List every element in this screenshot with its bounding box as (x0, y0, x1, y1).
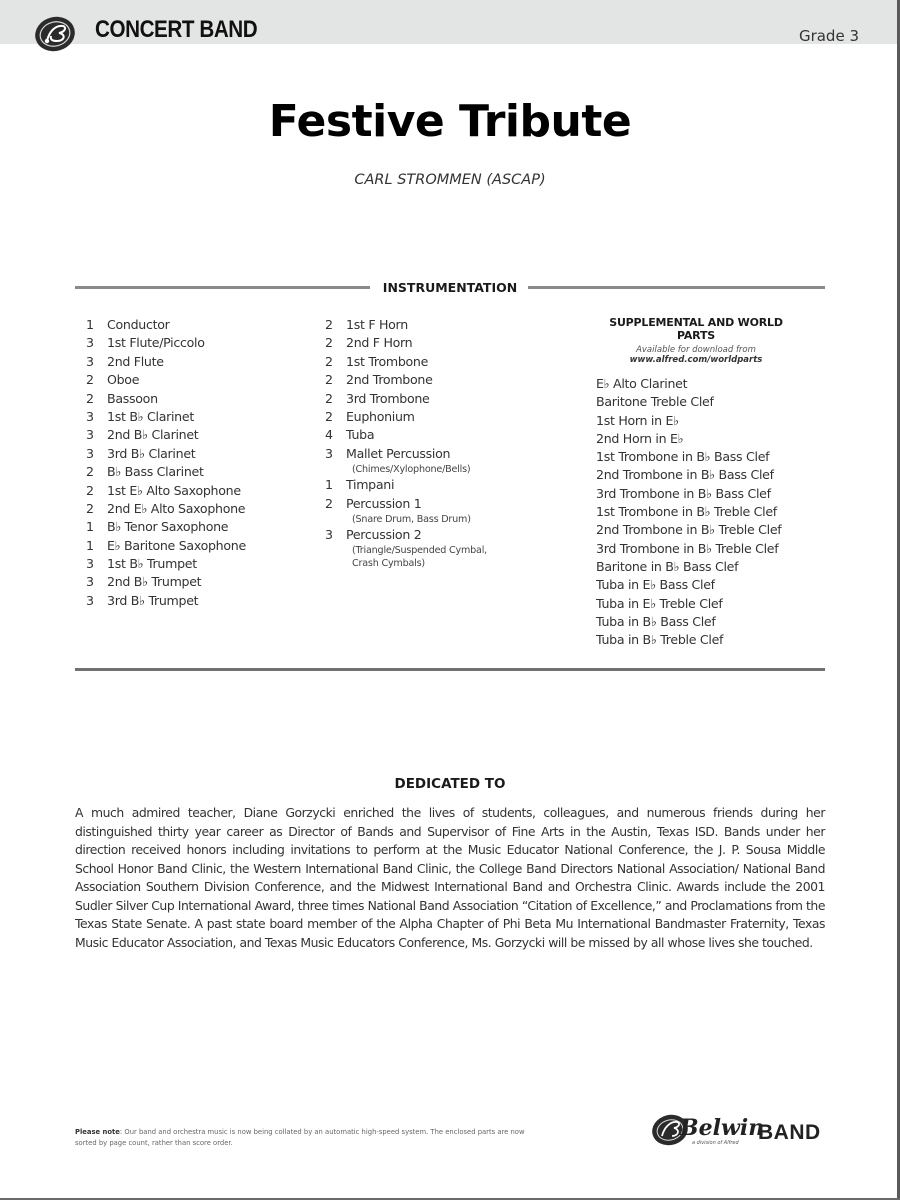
instrument-name: 1st Trombone (346, 353, 429, 369)
instrument-quantity: 3 (325, 526, 334, 542)
instrument-name: Euphonium (346, 408, 415, 424)
supplemental-url: www.alfred.com/worldparts (629, 355, 763, 365)
instrument-name: 2nd B♭ Clarinet (107, 427, 199, 443)
instrument-name: Timpani (346, 477, 395, 493)
supplemental-part: Tuba in B♭ Bass Clef (596, 613, 716, 629)
instrument-quantity: 3 (86, 445, 95, 461)
supplemental-heading: SUPPLEMENTAL AND WORLD PARTS (609, 316, 783, 342)
instrument-row (325, 390, 487, 408)
instrument-name: 1st B♭ Trumpet (107, 556, 197, 572)
supplemental-part: E♭ Alto Clarinet (596, 376, 688, 391)
instrument-name: B♭ Tenor Saxophone (107, 519, 229, 535)
supplemental-parts (596, 316, 826, 649)
instrument-name: 1st B♭ Clarinet (107, 408, 194, 424)
supplemental-part: 2nd Trombone in B♭ Bass Clef (596, 467, 774, 483)
dedication-text: A much admired teacher, Diane Gorzycki enriched the lives of students, colleagues, and numerous friends during her distinguished thirty year career as Director of Bands and Supervisor of Fine Arts in the Austin, Texas ISD. Bands under her direction received honors including invitations to perform at the Music Educator National Conference, the J. P. Sousa Middle School Honor Band Clinic, the Western International Band Clinic, the College Band Directors National Association/ National Band Association Southern Division Conference, and the Midwest International Band and Orchestra Clinic. Awards include the 2001 Sudler Silver Cup International Award, three times National Band Association “Citation of Excellence,” and Proclamations from the Texas State Senate. A past state board member of the Alpha Chapter of Phi Beta Mu International Bandmaster Fraternity, Texas Music Educator Association, and Texas Music Educators Conference, Ms. Gorzycki will be missed by all whose lives she touched. (75, 805, 825, 950)
instrument-name: 1st F Horn (346, 317, 408, 332)
footer-note-text: : Our band and orchestra music is now being collated by an automatic high-speed system. The enclosed parts are now sorted by page count, rather than score order. (75, 1128, 525, 1147)
instrument-quantity: 1 (86, 317, 95, 332)
concert-band-b-logo-icon (33, 14, 77, 54)
supplemental-part: Tuba in B♭ Treble Clef (596, 632, 724, 648)
supplemental-part: 1st Trombone in B♭ Bass Clef (596, 449, 770, 465)
instrument-detail: (Snare Drum, Bass Drum) (352, 513, 471, 525)
instrument-name: Oboe (107, 372, 140, 388)
instrument-name: Mallet Percussion (346, 445, 451, 461)
composer: CARL STROMMEN (ASCAP) (354, 172, 546, 188)
instrument-name: 2nd Flute (107, 353, 164, 369)
instrument-name: Bassoon (107, 390, 158, 406)
instrument-row (325, 526, 487, 544)
instrument-detail: (Triangle/Suspended Cymbal, (352, 545, 488, 557)
instrument-name: E♭ Baritone Saxophone (107, 537, 246, 553)
instrumentation-heading: INSTRUMENTATION (382, 280, 518, 295)
header-band (0, 0, 897, 44)
supplemental-part: 3rd Trombone in B♭ Treble Clef (596, 540, 779, 556)
instrument-row (325, 445, 487, 463)
piece-title: Festive Tribute (268, 96, 632, 147)
instrument-name: 1st Flute/Piccolo (107, 335, 205, 351)
instrument-quantity: 2 (86, 482, 95, 498)
instrument-quantity: 2 (86, 500, 95, 516)
instrument-name: B♭ Bass Clarinet (107, 464, 204, 480)
instrument-column-2 (325, 316, 487, 570)
instrument-quantity: 3 (86, 427, 95, 443)
supplemental-part: 2nd Trombone in B♭ Treble Clef (596, 522, 782, 538)
instrument-quantity: 3 (86, 592, 95, 608)
supplemental-part: 1st Horn in E♭ (596, 412, 679, 428)
supplemental-availability: Available for download from (636, 345, 756, 355)
instrument-quantity: 2 (325, 317, 334, 332)
instrument-quantity: 1 (86, 519, 95, 535)
publisher-sub: a division of Alfred (692, 1140, 739, 1146)
supplemental-part: 1st Trombone in B♭ Treble Clef (596, 504, 777, 520)
instrument-name: 2nd Trombone (346, 372, 433, 388)
footer-note-label: Please note (75, 1128, 120, 1136)
divider (528, 286, 825, 289)
supplemental-list (596, 375, 826, 649)
instrument-name: Percussion 2 (346, 526, 422, 542)
supplemental-part: Baritone in B♭ Bass Clef (596, 558, 739, 574)
instrument-row (325, 408, 487, 426)
instrument-quantity: 2 (86, 372, 95, 388)
instrument-row (325, 476, 487, 494)
instrument-row (325, 353, 487, 371)
instrument-name: 2nd E♭ Alto Saxophone (107, 500, 246, 516)
instrument-quantity: 2 (325, 372, 334, 388)
instrument-quantity: 3 (325, 445, 334, 461)
instrument-quantity: 1 (325, 477, 334, 493)
instrument-quantity: 2 (86, 464, 95, 480)
instrument-quantity: 3 (86, 353, 95, 369)
instrument-quantity: 2 (325, 390, 334, 406)
instrument-row (325, 334, 487, 352)
instrument-row (325, 371, 487, 389)
instrument-row (325, 316, 487, 334)
instrument-name: 1st E♭ Alto Saxophone (107, 482, 241, 498)
grade-label: Grade 3 (798, 27, 859, 45)
instrument-quantity: 2 (325, 335, 334, 351)
instrument-name: 3rd B♭ Trumpet (107, 592, 199, 608)
instrument-quantity: 4 (325, 427, 334, 443)
instrument-name: 2nd B♭ Trumpet (107, 574, 202, 590)
instrument-quantity: 3 (86, 574, 95, 590)
instrument-quantity: 3 (86, 556, 95, 572)
instrument-row (325, 426, 487, 444)
instrument-quantity: 2 (325, 353, 334, 369)
supplemental-part: 3rd Trombone in B♭ Bass Clef (596, 485, 771, 501)
instrument-name: Percussion 1 (346, 495, 422, 511)
instrument-detail: Crash Cymbals) (352, 558, 425, 570)
instrument-quantity: 3 (86, 335, 95, 351)
instrument-row (325, 495, 487, 513)
instrument-detail: (Chimes/Xylophone/Bells) (352, 464, 471, 476)
instrument-quantity: 3 (86, 408, 95, 424)
supplemental-part: Baritone Treble Clef (596, 394, 714, 410)
publisher-band: BAND (758, 1121, 821, 1144)
series-title: CONCERT BAND (95, 16, 258, 43)
instrument-name: 3rd Trombone (346, 390, 430, 406)
instrument-name: Conductor (107, 317, 170, 332)
instrument-quantity: 2 (325, 408, 334, 424)
publisher-script: Belwin (680, 1115, 765, 1141)
instrument-quantity: 2 (325, 495, 334, 511)
instrument-quantity: 1 (86, 537, 95, 553)
instrument-name: Tuba (346, 427, 375, 443)
supplemental-part: 2nd Horn in E♭ (596, 430, 684, 446)
instrument-name: 3rd B♭ Clarinet (107, 445, 196, 461)
divider (75, 668, 825, 671)
dedication-heading: DEDICATED TO (394, 776, 506, 792)
supplemental-part: Tuba in E♭ Bass Clef (596, 577, 715, 593)
instrument-name: 2nd F Horn (346, 335, 413, 351)
supplemental-part: Tuba in E♭ Treble Clef (596, 595, 723, 611)
footer-note (75, 1127, 545, 1149)
instrumentation-header (75, 280, 825, 296)
instrument-quantity: 2 (86, 390, 95, 406)
publisher-logo (650, 1111, 830, 1151)
